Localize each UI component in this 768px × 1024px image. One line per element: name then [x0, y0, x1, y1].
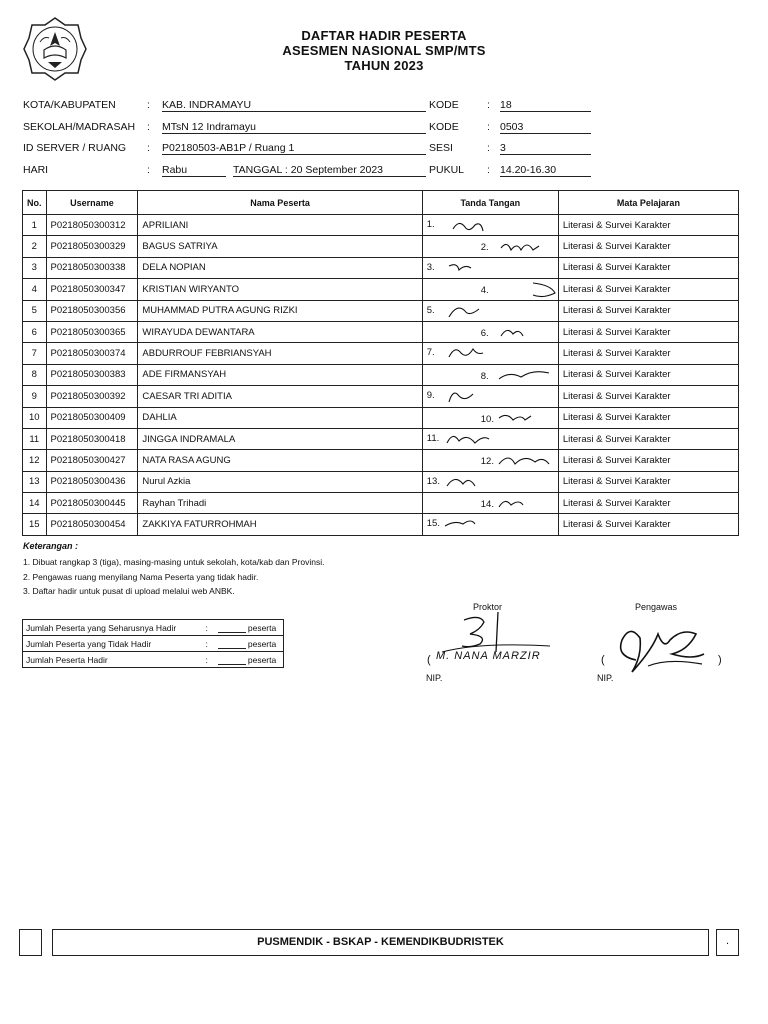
note-3: 3. Daftar hadir untuk pusat di upload melalui web ANBK.: [23, 586, 235, 596]
cell-mata-pelajaran: Literasi & Survei Karakter: [558, 471, 738, 492]
pukul-colon: :: [487, 164, 490, 176]
participant-signature: [439, 474, 503, 492]
cell-no: 2: [23, 236, 47, 257]
document-title: DAFTAR HADIR PESERTA: [301, 28, 467, 43]
cell-mata-pelajaran: Literasi & Survei Karakter: [558, 450, 738, 471]
header-no: No.: [23, 191, 47, 215]
cell-tanda-tangan: [422, 215, 558, 236]
sekolah-value: MTsN 12 Indramayu: [162, 121, 426, 134]
cell-no: 14: [23, 493, 47, 514]
cell-no: 10: [23, 407, 47, 428]
table-row: [23, 343, 739, 364]
hari-colon: :: [147, 164, 150, 176]
cell-no: 7: [23, 343, 47, 364]
pengawas-paren-close: ): [718, 654, 722, 666]
cell-tanda-tangan: [422, 386, 558, 407]
server-value: P02180503-AB1P / Ruang 1: [162, 142, 426, 155]
cell-username: P0218050300312: [46, 215, 138, 236]
summary-row: [23, 636, 284, 652]
summary-label: Jumlah Peserta yang Tidak Hadir: [23, 636, 203, 652]
cell-username: P0218050300454: [46, 514, 138, 535]
cell-nama: MUHAMMAD PUTRA AGUNG RIZKI: [138, 300, 422, 321]
summary-table: [22, 619, 284, 668]
keterangan-title: Keterangan :: [23, 541, 79, 551]
kota-value: KAB. INDRAMAYU: [162, 99, 426, 112]
cell-username: P0218050300392: [46, 386, 138, 407]
cell-nama: ABDURROUF FEBRIANSYAH: [138, 343, 422, 364]
cell-no: 8: [23, 364, 47, 385]
cell-nama: Nurul Azkia: [138, 471, 422, 492]
cell-no: 6: [23, 321, 47, 342]
signature-number: 9.: [426, 390, 435, 402]
cell-tanda-tangan: [422, 343, 558, 364]
pengawas-signature: [612, 620, 712, 680]
header-mata-pelajaran: Mata Pelajaran: [558, 191, 738, 215]
cell-mata-pelajaran: Literasi & Survei Karakter: [558, 407, 738, 428]
document-year: TAHUN 2023: [344, 58, 424, 73]
summary-value: [215, 620, 284, 636]
participant-signature: [439, 516, 503, 534]
table-row: [23, 407, 739, 428]
kota-label: KOTA/KABUPATEN: [23, 99, 116, 111]
pengawas-nip-label: NIP.: [597, 673, 614, 683]
document-subtitle: ASESMEN NASIONAL SMP/MTS: [282, 43, 486, 58]
cell-no: 3: [23, 257, 47, 278]
cell-username: P0218050300409: [46, 407, 138, 428]
cell-mata-pelajaran: Literasi & Survei Karakter: [558, 257, 738, 278]
note-1: 1. Dibuat rangkap 3 (tiga), masing-masing untuk sekolah, kota/kab dan Provinsi.: [23, 557, 325, 567]
cell-username: P0218050300445: [46, 493, 138, 514]
cell-mata-pelajaran: Literasi & Survei Karakter: [558, 428, 738, 449]
table-row: [23, 257, 739, 278]
summary-row: [23, 652, 284, 668]
note-2: 2. Pengawas ruang menyilang Nama Peserta yang tidak hadir.: [23, 572, 259, 582]
table-row: [23, 215, 739, 236]
cell-nama: Rayhan Trihadi: [138, 493, 422, 514]
cell-username: P0218050300383: [46, 364, 138, 385]
cell-mata-pelajaran: Literasi & Survei Karakter: [558, 300, 738, 321]
participant-signature: [439, 303, 503, 321]
signature-number: 15.: [426, 518, 440, 530]
summary-colon: :: [203, 636, 215, 652]
summary-row: [23, 620, 284, 636]
table-row: [23, 428, 739, 449]
signature-number: 10.: [480, 413, 494, 425]
summary-unit: peserta: [247, 638, 277, 649]
cell-tanda-tangan: [422, 236, 558, 257]
kode2-label: KODE: [429, 121, 459, 133]
participant-signature: [439, 260, 503, 278]
cell-tanda-tangan: [422, 364, 558, 385]
proktor-name: M. NANA MARZIR: [436, 650, 541, 662]
participant-signature: [493, 452, 557, 470]
cell-tanda-tangan: [422, 407, 558, 428]
table-row: [23, 514, 739, 535]
cell-mata-pelajaran: Literasi & Survei Karakter: [558, 343, 738, 364]
signature-number: 7.: [426, 347, 435, 359]
sekolah-colon: :: [147, 121, 150, 133]
header-username: Username: [46, 191, 138, 215]
summary-unit: peserta: [247, 654, 277, 665]
signature-number: 1.: [426, 219, 435, 230]
cell-nama: JINGGA INDRAMALA: [138, 428, 422, 449]
table-row: [23, 364, 739, 385]
cell-tanda-tangan: [422, 321, 558, 342]
blank-line: [218, 640, 246, 649]
cell-username: P0218050300338: [46, 257, 138, 278]
cell-no: 4: [23, 279, 47, 300]
table-row: [23, 236, 739, 257]
cell-tanda-tangan: [422, 471, 558, 492]
signature-number: 8.: [480, 370, 489, 382]
summary-label: Jumlah Peserta yang Seharusnya Hadir: [23, 620, 203, 636]
cell-username: P0218050300427: [46, 450, 138, 471]
attendance-table: [22, 190, 739, 536]
participant-signature: [493, 410, 557, 428]
cell-nama: APRILIANI: [138, 215, 422, 236]
kota-colon: :: [147, 99, 150, 111]
cell-username: P0218050300436: [46, 471, 138, 492]
header-tanda-tangan: Tanda Tangan: [422, 191, 558, 215]
footer-right-box: .: [716, 929, 739, 956]
cell-tanda-tangan: [422, 428, 558, 449]
cell-mata-pelajaran: Literasi & Survei Karakter: [558, 236, 738, 257]
participant-signature: [439, 345, 503, 363]
summary-label: Jumlah Peserta Hadir: [23, 652, 203, 668]
cell-username: P0218050300365: [46, 321, 138, 342]
cell-tanda-tangan: [422, 514, 558, 535]
signature-number: 12.: [480, 456, 494, 468]
summary-colon: :: [203, 652, 215, 668]
table-row: [23, 279, 739, 300]
kode1-label: KODE: [429, 99, 459, 111]
footer-title: PUSMENDIK - BSKAP - KEMENDIKBUDRISTEK: [52, 929, 709, 956]
proktor-nip-label: NIP.: [426, 673, 443, 683]
summary-value: [215, 636, 284, 652]
participant-signature: [493, 281, 557, 299]
signature-number: 11.: [426, 432, 440, 444]
participant-signature: [439, 431, 503, 449]
table-row: [23, 450, 739, 471]
summary-value: [215, 652, 284, 668]
participant-signature: [493, 367, 557, 385]
cell-tanda-tangan: [422, 300, 558, 321]
kode2-colon: :: [487, 121, 490, 133]
cell-no: 1: [23, 215, 47, 236]
cell-nama: KRISTIAN WIRYANTO: [138, 279, 422, 300]
cell-username: P0218050300329: [46, 236, 138, 257]
signature-number: 13.: [426, 475, 440, 487]
cell-username: P0218050300418: [46, 428, 138, 449]
blank-line: [218, 656, 246, 665]
kode2-value: 0503: [500, 121, 591, 134]
pengawas-label: Pengawas: [635, 602, 678, 612]
cell-nama: NATA RASA AGUNG: [138, 450, 422, 471]
server-label: ID SERVER / RUANG: [23, 142, 127, 154]
cell-no: 5: [23, 300, 47, 321]
cell-nama: ZAKKIYA FATURROHMAH: [138, 514, 422, 535]
cell-nama: CAESAR TRI ADITIA: [138, 386, 422, 407]
signature-number: 14.: [480, 499, 494, 511]
server-colon: :: [147, 142, 150, 154]
tanggal-value: TANGGAL : 20 September 2023: [233, 164, 426, 177]
cell-mata-pelajaran: Literasi & Survei Karakter: [558, 364, 738, 385]
cell-username: P0218050300347: [46, 279, 138, 300]
participant-signature: [439, 388, 503, 406]
cell-tanda-tangan: [422, 257, 558, 278]
cell-mata-pelajaran: Literasi & Survei Karakter: [558, 493, 738, 514]
cell-tanda-tangan: [422, 279, 558, 300]
table-row: [23, 386, 739, 407]
cell-nama: DELA NOPIAN: [138, 257, 422, 278]
sesi-colon: :: [487, 142, 490, 154]
cell-mata-pelajaran: Literasi & Survei Karakter: [558, 279, 738, 300]
blank-line: [218, 624, 246, 633]
signature-number: 3.: [426, 261, 435, 273]
participant-signature: [493, 495, 557, 513]
cell-nama: DAHLIA: [138, 407, 422, 428]
pukul-label: PUKUL: [429, 164, 465, 176]
cell-tanda-tangan: [422, 493, 558, 514]
pengawas-paren-open: (: [601, 654, 605, 666]
table-header-row: [23, 191, 739, 215]
signature-number: 4.: [480, 285, 489, 297]
cell-no: 13: [23, 471, 47, 492]
proktor-label: Proktor: [473, 602, 503, 612]
cell-nama: BAGUS SATRIYA: [138, 236, 422, 257]
proktor-paren-open: (: [427, 654, 431, 666]
hari-value: Rabu: [162, 164, 226, 177]
table-row: [23, 321, 739, 342]
hari-label: HARI: [23, 164, 49, 176]
cell-no: 15: [23, 514, 47, 535]
sesi-label: SESI: [429, 142, 453, 154]
summary-unit: peserta: [247, 622, 277, 633]
cell-username: P0218050300356: [46, 300, 138, 321]
cell-mata-pelajaran: Literasi & Survei Karakter: [558, 514, 738, 535]
table-row: [23, 493, 739, 514]
kode1-colon: :: [487, 99, 490, 111]
signature-number: 5.: [426, 304, 435, 316]
cell-mata-pelajaran: Literasi & Survei Karakter: [558, 386, 738, 407]
cell-username: P0218050300374: [46, 343, 138, 364]
cell-no: 9: [23, 386, 47, 407]
signature-number: 6.: [480, 327, 489, 339]
participant-signature: [439, 217, 503, 235]
participant-signature: [493, 324, 557, 342]
cell-nama: WIRAYUDA DEWANTARA: [138, 321, 422, 342]
kode1-value: 18: [500, 99, 591, 112]
header-nama: Nama Peserta: [138, 191, 422, 215]
cell-nama: ADE FIRMANSYAH: [138, 364, 422, 385]
proktor-signature: [440, 612, 570, 674]
cell-no: 11: [23, 428, 47, 449]
participant-signature: [493, 238, 557, 256]
sekolah-label: SEKOLAH/MADRASAH: [23, 121, 136, 133]
table-row: [23, 471, 739, 492]
footer-left-box: [19, 929, 42, 956]
summary-colon: :: [203, 620, 215, 636]
sesi-value: 3: [500, 142, 591, 155]
cell-mata-pelajaran: Literasi & Survei Karakter: [558, 215, 738, 236]
signature-number: 2.: [480, 242, 489, 254]
pukul-value: 14.20-16.30: [500, 164, 591, 177]
cell-no: 12: [23, 450, 47, 471]
cell-tanda-tangan: [422, 450, 558, 471]
table-row: [23, 300, 739, 321]
cell-mata-pelajaran: Literasi & Survei Karakter: [558, 321, 738, 342]
